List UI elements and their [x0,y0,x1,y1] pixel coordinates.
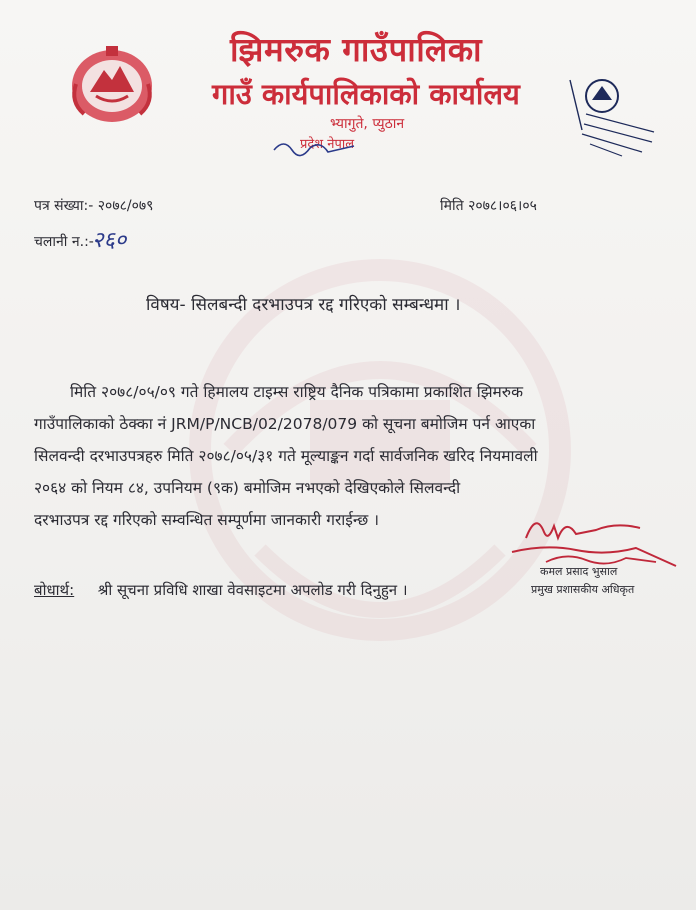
nepal-emblem-icon [66,40,158,126]
letter-date-label: मिति [440,198,464,214]
office-name: गाउँ कार्यपालिकाको कार्यालय [212,77,520,111]
cc-label: बोधार्थ: [34,581,75,599]
body-line: गाउँपालिकाको ठेक्का नं JRM/P/NCB/02/2078/079 को सूचना बमोजिम पर्न आएका [34,415,536,433]
dispatch-number-label: चलानी न.:- [34,234,94,250]
body-line: २०६४ को नियम ८४, उपनियम (९क) बमोजिम नभएको देखिएकोले सिलवन्दी [34,479,461,497]
body-line: मिति २०७८/०५/०९ गते हिमालय टाइम्स राष्ट्रिय दैनिक पत्रिकामा प्रकाशित झिमरुक [70,383,523,401]
signer-name: कमल प्रसाद भुसाल [540,565,618,578]
letter-number-value: २०७८/०७९ [97,198,154,214]
signer-title: प्रमुख प्रशासकीय अधिकृत [531,583,635,596]
address-line-2: प्रदेश नेपाल [300,137,355,152]
letter-date [440,196,537,215]
cc-note [34,580,408,600]
letter-date-value: २०७८।०६।०५ [468,198,537,214]
letter-number-label: पत्र संख्या:- [34,198,94,214]
body-line: दरभाउपत्र रद्द गरिएको सम्वन्धित सम्पूर्णमा जानकारी गराईन्छ । [34,511,380,529]
cc-text: श्री सूचना प्रविधि शाखा वेवसाइटमा अपलोड गरी दिनुहुन । [97,581,408,599]
office-stamp-icon [562,70,660,160]
dispatch-number-handwritten: २६० [92,228,127,253]
letter-subject: विषय- सिलबन्दी दरभाउपत्र रद्द गरिएको सम्बन्धमा । [146,295,461,315]
org-name: झिमरुक गाउँपालिका [230,30,483,69]
body-line: सिलवन्दी दरभाउपत्रहरु मिति २०७८/०५/३१ गते मूल्याङ्कन गर्दा सार्वजनिक खरिद नियमावली [34,447,538,465]
address-line-1: भ्यागुते, प्युठान [330,116,405,132]
letter-number [34,196,153,215]
handwritten-strike-scribble [270,134,360,162]
